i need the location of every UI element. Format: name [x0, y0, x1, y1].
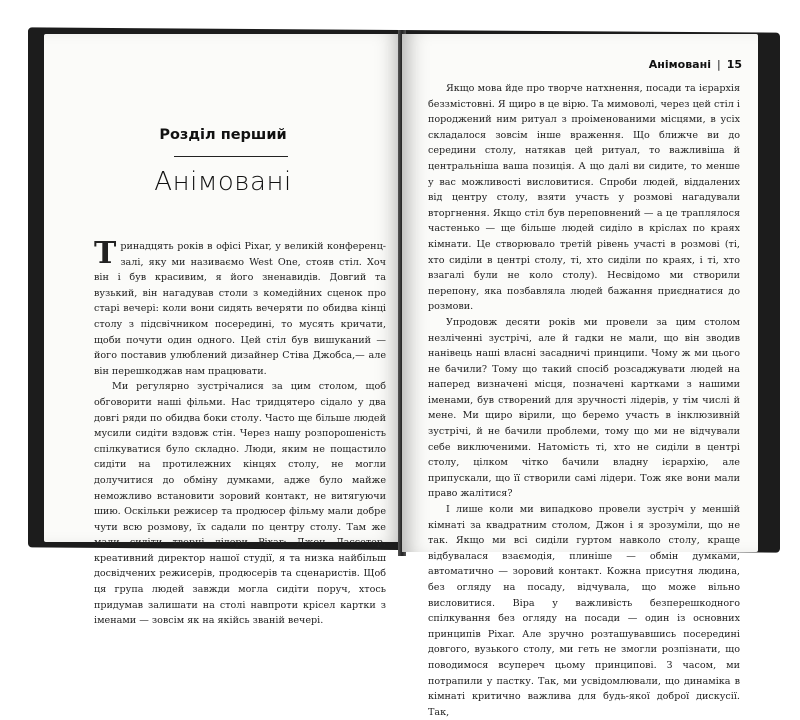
paragraph: І лише коли ми випадково провели зустріч у меншій кімнаті за квадратним столом, Джон і я зрозуміли, що не так. Якщо ми всі сиділи гуртом навколо столу, краще відбувалася взаємодія, плиніше — обмін думками, автоматично — зоровий контакт. Кожна присутня людина, без огляду на посаду, відчувала, що може вільно висловитися. Віра у важливість безперешкодного спілкування без огляду на посади — один із основних принципів Pixar. Але зручно розташувавшись посередині довгого, вузького столу, ми геть не змогли розпізнати, що поводимося всупереч цьому принципові. З часом, ми потрапили у пастку. Так, ми усвідомлювали, що динаміка в кімнаті критично важлива для будь-якої доброї дискусії. Так,: [428, 504, 740, 718]
paragraph: Якщо мова йде про творче натхнення, посади та ієрархія беззмістовні. Я щиро в це вірю. Та мимоволі, через цей стіл і породжений ним ритуал з проіменованими місцями, в усіх складалося зовсім інше враження. Що ближче ви до середини столу, натякав цей ритуал, то важливіша й центральніша ваша позиція. А що далі ви сидите, то менше у вас можливості висловитися. Спроби людей, віддалених від центру столу, взяти участь у розмові нагадували вторгнення. Якщо стіл був переповнений — а це траплялося частенько — ще більше людей сиділо в кріслах по краях кімнати. Це створювало третій рівень участі в розмові (ті, хто сиділи в центрі столу, ті, хто сиділи по краях, і ті, хто взагалі були не коло столу). Несвідомо ми створили перепону, яка позбавляла людей бажання приєднатися до розмови.: [428, 83, 740, 313]
left-page: [44, 34, 402, 627]
paragraph: Упродовж десяти років ми провели за цим столом незліченні зустрічі, але й гадки не мали, що він зводив нанівець наші власні засадничі принципи. Чому ж ми цього не бачили? Тому що такий спосіб розсаджувати людей на наперед визначені місця, позначені картками з нашими іменами, був створений для зручності лідерів, у тім числі й мене. Ми щиро вірили, що беремо участь в інклюзивній зустрічі, й не бачили проблеми, тому що ми не відчували себе виключеними. Натомість ті, хто не сиділи в центрі столу, цілком чітко бачили владну ієрархію, але припускали, що її створили самі лідери. Тож яке вони мали право жалітися?: [428, 316, 740, 500]
running-head-title: Анімовані: [648, 58, 711, 71]
paragraph-text: ринадцять років в офісі Pixar, у великій конференц-залі, яку ми називаємо West One, стояв стіл. Хоч він і був красивим, я його зненавидів. Довгий та вузький, він нагадував столи з комедійних сценок про старі вечері: коли вони сидять вечеряти по обидва кінці столу з підсвічником посередині, то мусять кричати, щоби почути один одного. Цей стіл був вишуканий — його поставив улюблений дизайнер Стіва Джобса,— але він перешкоджав нам працювати.: [94, 241, 386, 377]
paragraph: [94, 236, 386, 379]
page-number: 15: [726, 58, 742, 71]
chapter-label: Розділ перший: [159, 127, 287, 143]
chapter-title: Анімовані: [154, 167, 292, 197]
left-body-text: [94, 236, 386, 629]
right-body-text: [428, 81, 740, 720]
right-page: [402, 34, 758, 718]
running-head: [602, 58, 742, 71]
running-head-separator: |: [716, 58, 721, 71]
drop-cap: Т: [94, 236, 117, 271]
paragraph: Ми регулярно зустрічалися за цим столом, щоб обговорити наші фільми. Нас тридцятеро сідало у два довгі ряди по обидва боки столу. Часто ще більше людей мусили сидіти вздовж стін. Через нашу розпорошеність спілкуватися було складно. Люди, яким не пощастило сидіти на протилежних кінцях столу, не могли долучитися до обміну думками, адже було майже неможливо встановити зоровий контакт, не витягуючи шию. Оскільки режисер та продюсер фільму мали добре чути всю розмову, їх садали по центру столу. Там же мали сидіти творчі лідери Pixar: Джон Лассетер, креативний директор нашої студії, я та низка найбільш досвідчених режисерів, продюсерів та сценаристів. Щоб ця група людей завжди могла сидіти поруч, хтось придумав залишати на столі навпроти крісел картки з іменами — зовсім як на якійсь званій вечері.: [94, 381, 386, 627]
chapter-divider: [174, 156, 288, 157]
